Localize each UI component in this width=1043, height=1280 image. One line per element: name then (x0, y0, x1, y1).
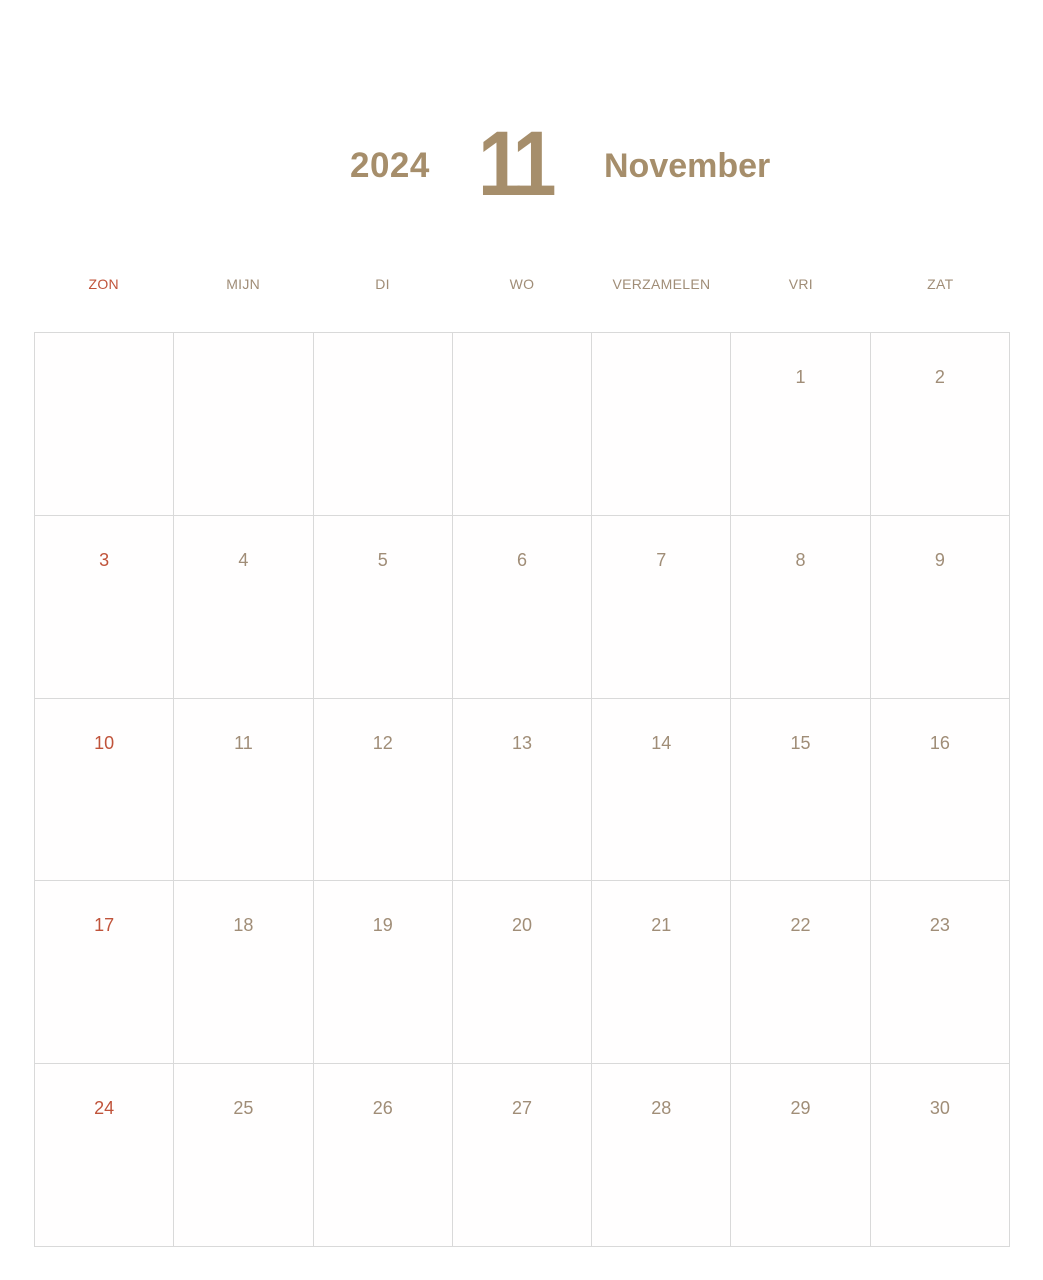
day-cell[interactable]: 3 (35, 516, 174, 699)
day-cell[interactable]: 11 (174, 699, 313, 882)
weekday-saturday: ZAT (927, 276, 954, 292)
calendar-grid (34, 332, 1010, 1247)
day-cell[interactable] (174, 333, 313, 516)
day-cell[interactable] (592, 333, 731, 516)
day-cell[interactable]: 21 (592, 881, 731, 1064)
day-cell[interactable]: 2 (871, 333, 1010, 516)
day-cell[interactable]: 5 (314, 516, 453, 699)
month-name: November (604, 147, 771, 185)
weekday-header-row (34, 276, 1010, 292)
day-cell[interactable]: 17 (35, 881, 174, 1064)
day-cell[interactable]: 8 (731, 516, 870, 699)
weekday-sunday: ZON (88, 276, 119, 292)
day-cell[interactable] (314, 333, 453, 516)
day-cell[interactable]: 26 (314, 1064, 453, 1247)
day-cell[interactable]: 22 (731, 881, 870, 1064)
day-cell[interactable]: 27 (453, 1064, 592, 1247)
day-cell[interactable] (35, 333, 174, 516)
weekday-monday: MIJN (226, 276, 261, 292)
day-cell[interactable]: 23 (871, 881, 1010, 1064)
day-cell[interactable]: 29 (731, 1064, 870, 1247)
day-cell[interactable]: 30 (871, 1064, 1010, 1247)
weekday-wednesday: WO (509, 276, 535, 292)
day-cell[interactable] (453, 333, 592, 516)
month-number: 11 (478, 113, 552, 215)
weekday-thursday: VERZAMELEN (612, 276, 711, 292)
day-cell[interactable]: 7 (592, 516, 731, 699)
day-cell[interactable]: 9 (871, 516, 1010, 699)
day-cell[interactable]: 25 (174, 1064, 313, 1247)
day-cell[interactable]: 10 (35, 699, 174, 882)
day-cell[interactable]: 13 (453, 699, 592, 882)
day-cell[interactable]: 24 (35, 1064, 174, 1247)
day-cell[interactable]: 16 (871, 699, 1010, 882)
day-cell[interactable]: 1 (731, 333, 870, 516)
weekday-friday: VRI (788, 276, 813, 292)
calendar-header (0, 0, 1043, 240)
day-cell[interactable]: 19 (314, 881, 453, 1064)
weekday-tuesday: DI (375, 276, 390, 292)
day-cell[interactable]: 12 (314, 699, 453, 882)
day-cell[interactable]: 18 (174, 881, 313, 1064)
year-label: 2024 (350, 146, 430, 185)
day-cell[interactable]: 4 (174, 516, 313, 699)
day-cell[interactable]: 14 (592, 699, 731, 882)
day-cell[interactable]: 28 (592, 1064, 731, 1247)
day-cell[interactable]: 6 (453, 516, 592, 699)
day-cell[interactable]: 15 (731, 699, 870, 882)
day-cell[interactable]: 20 (453, 881, 592, 1064)
